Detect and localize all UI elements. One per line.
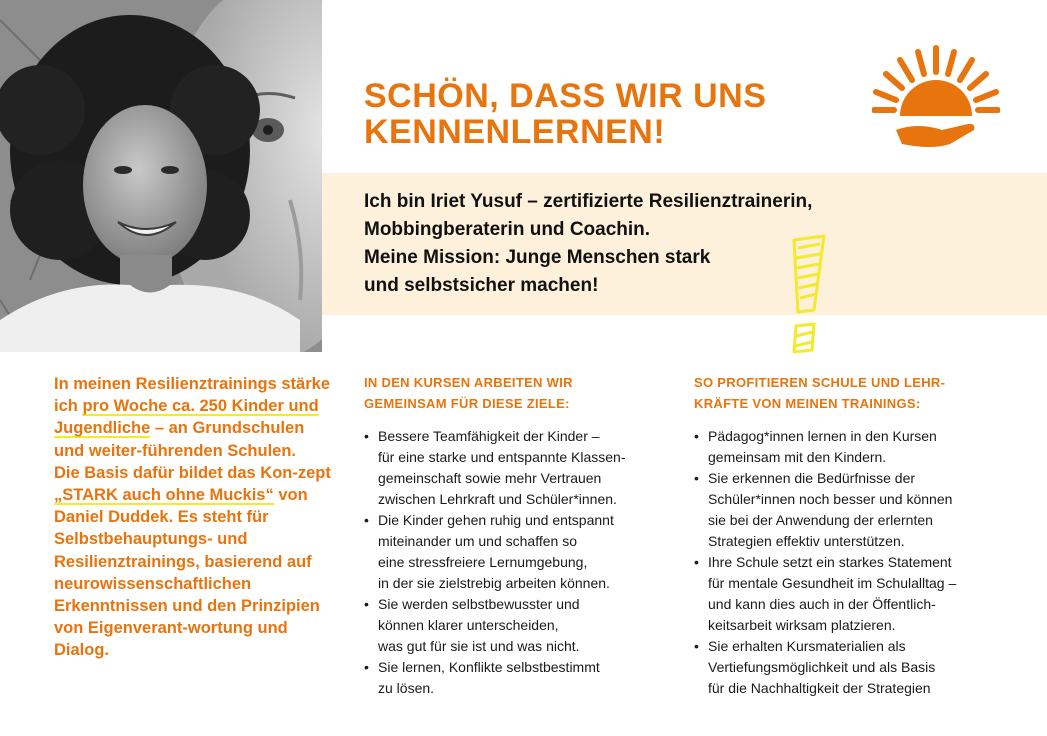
list-item: • Bessere Teamfähigkeit der Kinder – für eine starke und entspannte Klassen- gemeinschaft sowie mehr Vertrauen zwischen Lehrkraft und Schüler*innen. (364, 426, 674, 510)
list-item: • Sie lernen, Konflikte selbstbestimmt zu lösen. (364, 657, 674, 699)
list-item: • Sie werden selbstbewusster und können klarer unterscheiden, was gut für sie ist und was nicht. (364, 594, 674, 657)
sun-hand-icon (872, 44, 1000, 157)
left-text-3: Die Basis dafür bildet das Kon-zept (54, 463, 331, 482)
benefits-heading: SO PROFITIEREN SCHULE UND LEHR- KRÄFTE VON MEINEN TRAININGS: (694, 375, 946, 411)
exclamation-mark-icon (776, 234, 832, 359)
benefits-list (694, 426, 1024, 699)
highlight-students: pro Woche ca. 250 Kinder und Jugendliche (54, 397, 319, 438)
goals-heading: IN DEN KURSEN ARBEITEN WIR GEMEINSAM FÜR DIESE ZIELE: (364, 375, 573, 411)
goals-list (364, 426, 674, 699)
portrait-photo (0, 0, 322, 352)
left-text-4: von Daniel Duddek. Es steht für Selbstbehauptungs- und Resilienztrainings, basierend auf neurowissenschaftlichen Erkenntnissen und den Prinzipien von Eigenverant-wortung und Dialog. (54, 486, 320, 660)
left-text-1: In meinen Resilienztrainings stärke ich (54, 375, 331, 416)
list-item: • Pädagog*innen lernen in den Kursen gemeinsam mit den Kindern. (694, 426, 1024, 468)
highlight-concept: „STARK auch ohne Muckis“ (54, 486, 274, 505)
list-item: • Sie erhalten Kursmaterialien als Vertiefungsmöglichkeit und als Basis für die Nachhaltigkeit der Strategien (694, 636, 1024, 699)
list-item: • Sie erkennen die Bedürfnisse der Schüler*innen noch besser und können sie bei der Anwendung der erlernten Strategien effektiv unterstützen. (694, 468, 1024, 552)
page-title: SCHÖN, DASS WIR UNS KENNENLERNEN! (364, 77, 767, 151)
list-item: • Die Kinder gehen ruhig und entspannt miteinander um und schaffen so eine stressfreiere Lernumgebung, in der sie zielstrebig arbeiten können. (364, 510, 674, 594)
intro-text: Ich bin Iriet Yusuf – zertifizierte Resilienztrainerin, Mobbingberaterin und Coachin. Meine Mission: Junge Menschen stark und selbstsicher machen! (364, 191, 813, 296)
list-item: • Ihre Schule setzt ein starkes Statement für mentale Gesundheit im Schulalltag – und kann dies auch in der Öffentlich- keitsarbeit wirksam platzieren. (694, 552, 1024, 636)
left-intro-paragraph (54, 373, 336, 662)
left-text-2: – an Grundschulen und weiter-führenden Schulen. (54, 419, 305, 460)
